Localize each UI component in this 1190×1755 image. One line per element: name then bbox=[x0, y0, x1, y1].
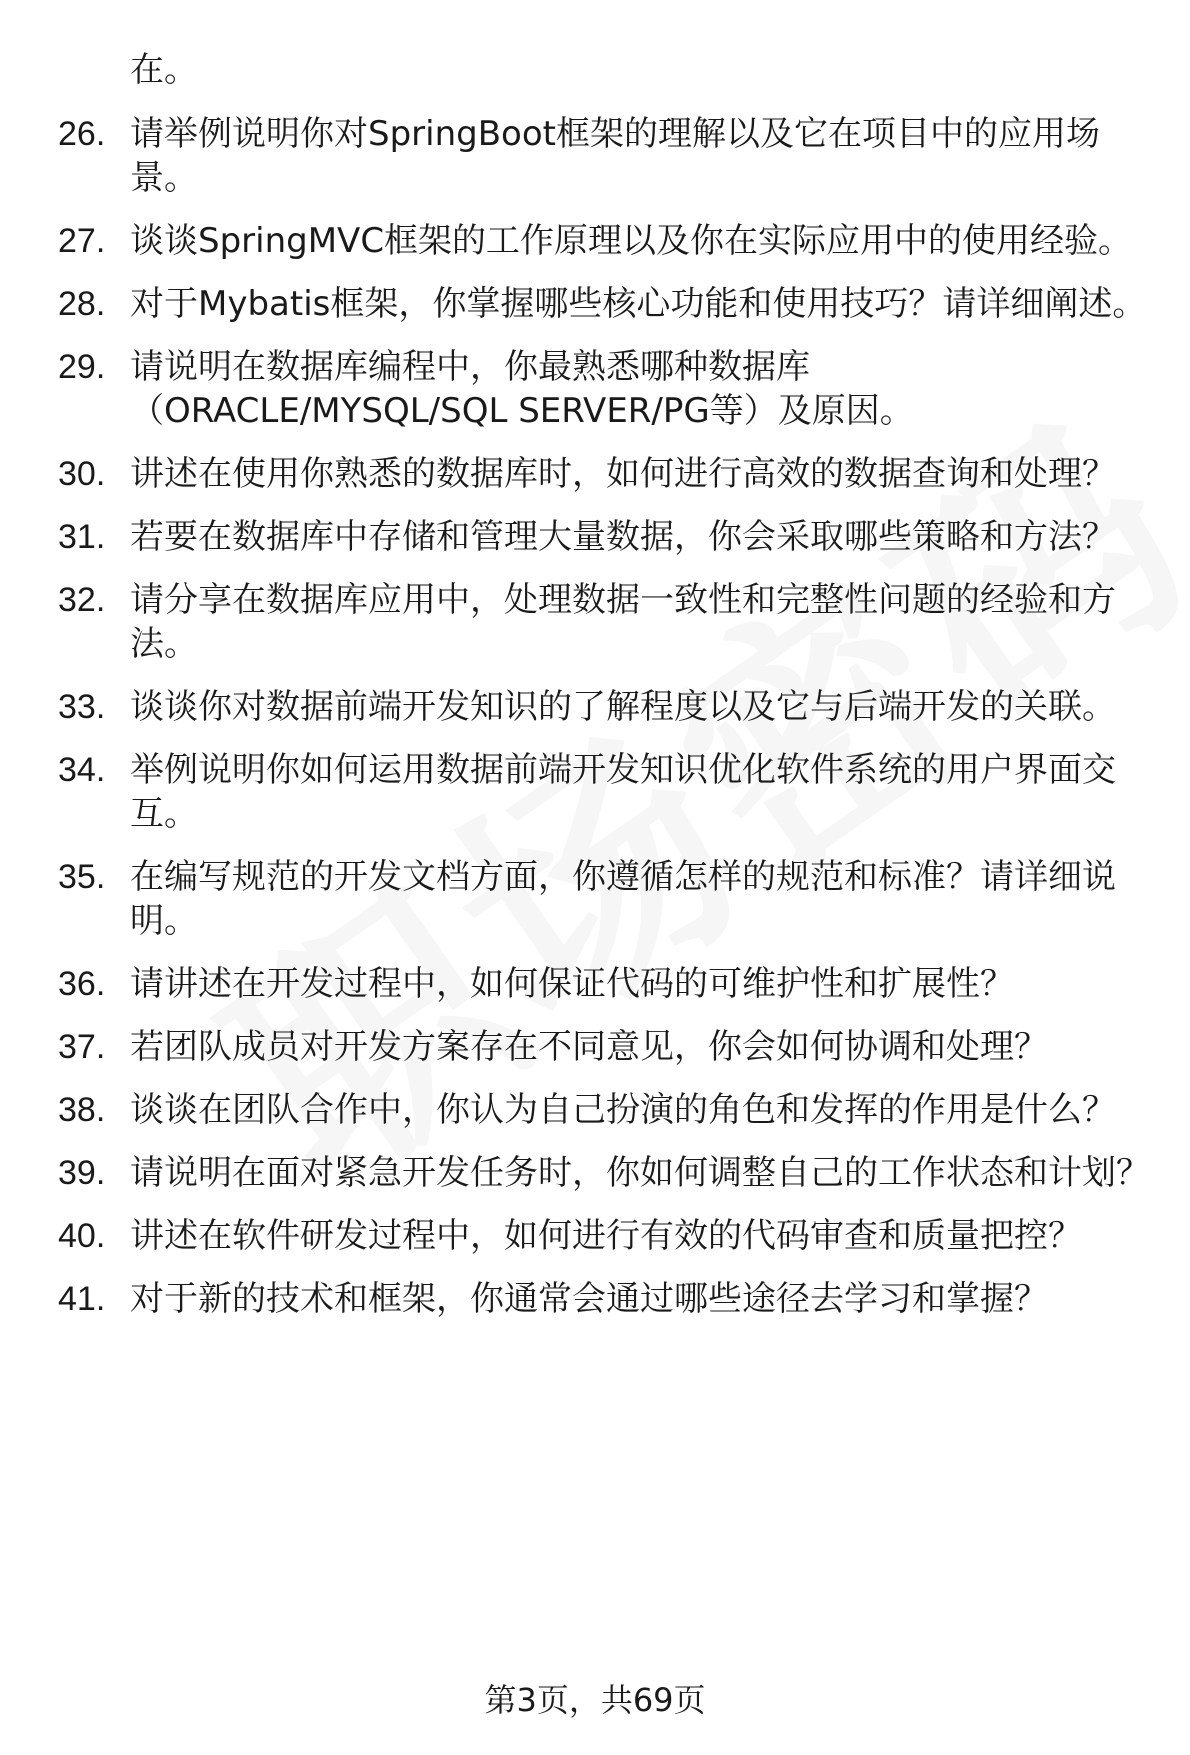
question-number: 32. bbox=[58, 581, 106, 619]
question-text: 请说明在面对紧急开发任务时，你如何调整自己的工作状态和计划？ bbox=[130, 1153, 1150, 1193]
question-text: 对于Mybatis框架，你掌握哪些核心功能和使用技巧？请详细阐述。 bbox=[130, 284, 1147, 324]
list-item bbox=[0, 1151, 1190, 1195]
list-item bbox=[0, 1025, 1190, 1069]
question-list bbox=[0, 112, 1190, 1340]
question-text: 讲述在使用你熟悉的数据库时，如何进行高效的数据查询和处理？ bbox=[130, 454, 1116, 494]
question-number: 41. bbox=[58, 1280, 106, 1318]
question-text: 谈谈SpringMVC框架的工作原理以及你在实际应用中的使用经验。 bbox=[130, 221, 1133, 261]
question-text: 若要在数据库中存储和管理大量数据，你会采取哪些策略和方法？ bbox=[130, 517, 1116, 557]
question-text: 若团队成员对开发方案存在不同意见，你会如何协调和处理？ bbox=[130, 1027, 1048, 1067]
question-number: 33. bbox=[58, 688, 106, 726]
list-item bbox=[0, 282, 1190, 326]
question-text: 请说明在数据库编程中，你最熟悉哪种数据库（ORACLE/MYSQL/SQL SERVER/PG等）及原因。 bbox=[130, 347, 914, 431]
list-item bbox=[0, 112, 1190, 200]
list-item bbox=[0, 345, 1190, 433]
question-number: 37. bbox=[58, 1028, 106, 1066]
question-text: 举例说明你如何运用数据前端开发知识优化软件系统的用户界面交互。 bbox=[130, 750, 1116, 834]
question-number: 31. bbox=[58, 518, 106, 556]
list-item bbox=[0, 515, 1190, 559]
question-number: 28. bbox=[58, 285, 106, 323]
list-item bbox=[0, 748, 1190, 836]
continuation-text: 在。 bbox=[130, 50, 198, 90]
list-item bbox=[0, 685, 1190, 729]
page-number-footer: 第3页，共69页 bbox=[484, 1681, 706, 1719]
question-number: 35. bbox=[58, 858, 106, 896]
question-number: 40. bbox=[58, 1217, 106, 1255]
question-text: 请举例说明你对SpringBoot框架的理解以及它在项目中的应用场景。 bbox=[130, 114, 1100, 198]
list-item bbox=[0, 962, 1190, 1006]
question-number: 38. bbox=[58, 1091, 106, 1129]
list-item bbox=[0, 219, 1190, 263]
question-text: 讲述在软件研发过程中，如何进行有效的代码审查和质量把控？ bbox=[130, 1216, 1082, 1256]
question-text: 在编写规范的开发文档方面，你遵循怎样的规范和标准？请详细说明。 bbox=[130, 857, 1116, 941]
list-item bbox=[0, 1088, 1190, 1132]
list-item bbox=[0, 452, 1190, 496]
list-item bbox=[0, 855, 1190, 943]
question-number: 26. bbox=[58, 115, 106, 153]
list-item bbox=[0, 578, 1190, 666]
list-item bbox=[0, 1214, 1190, 1258]
question-number: 36. bbox=[58, 965, 106, 1003]
question-text: 谈谈你对数据前端开发知识的了解程度以及它与后端开发的关联。 bbox=[130, 687, 1116, 727]
question-number: 27. bbox=[58, 222, 106, 260]
question-number: 29. bbox=[58, 348, 106, 386]
question-text: 对于新的技术和框架，你通常会通过哪些途径去学习和掌握？ bbox=[130, 1279, 1048, 1319]
question-number: 39. bbox=[58, 1154, 106, 1192]
question-number: 30. bbox=[58, 455, 106, 493]
question-text: 请分享在数据库应用中，处理数据一致性和完整性问题的经验和方法。 bbox=[130, 580, 1116, 664]
question-number: 34. bbox=[58, 751, 106, 789]
list-item bbox=[0, 1277, 1190, 1321]
question-text: 谈谈在团队合作中，你认为自己扮演的角色和发挥的作用是什么？ bbox=[130, 1090, 1116, 1130]
question-text: 请讲述在开发过程中，如何保证代码的可维护性和扩展性？ bbox=[130, 964, 1014, 1004]
